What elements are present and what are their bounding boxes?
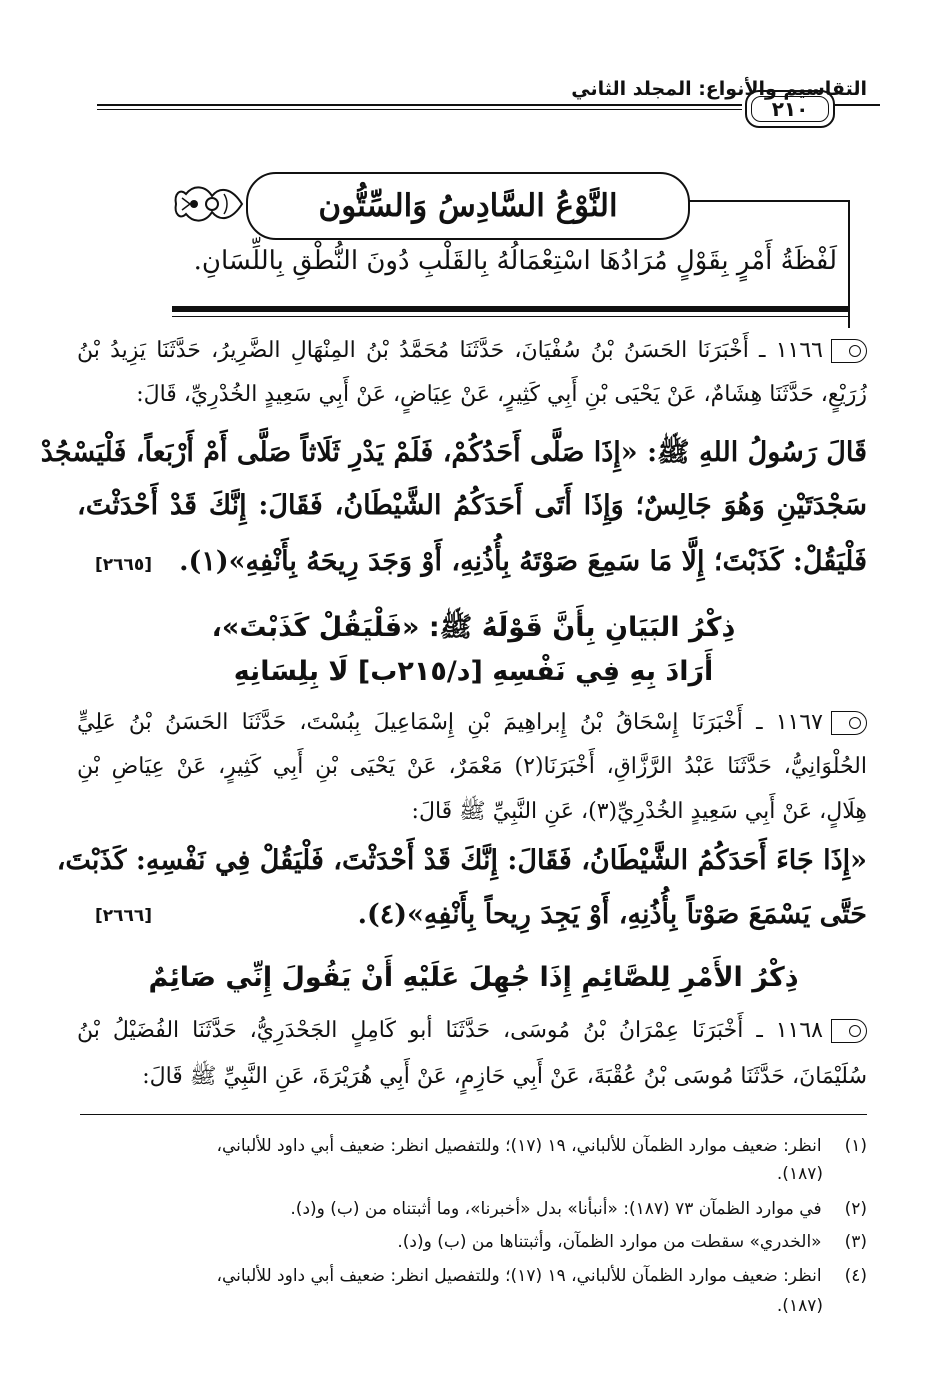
- footnote-number: (١): [844, 1136, 867, 1156]
- hadith-marker-icon: [831, 711, 867, 735]
- hadith-1168-narration: [77, 1018, 867, 1043]
- floral-ornament-icon: [172, 178, 246, 230]
- footnote-divider: [80, 1114, 867, 1115]
- hadith-reference: [٢٦٦٥]: [95, 555, 153, 575]
- page-number: ٢١٠: [771, 97, 809, 121]
- narration-line: زُرَيْعٍ، حَدَّثَنَا هِشَامٌ، عَنْ يَحْيَى بْنِ أَبِي كَثِيرٍ، عَنْ عِيَاضٍ، عَنْ أَبِي سَعِيدٍ الخُدْرِيِّ، قَالَ:: [136, 382, 867, 407]
- hadith-text-line: «إِذَا جَاءَ أَحَدَكُمُ الشَّيْطَانُ، فَقَالَ: إِنَّكَ قَدْ أَحْدَثْتَ، فَلْيَقُلْ فِي نَفْسِهِ: كَذَبْتَ،: [56, 845, 867, 876]
- header-rule: [97, 104, 742, 106]
- page-number-frame: [745, 90, 835, 128]
- chapter-divider: [172, 316, 849, 317]
- chapter-subtitle: لَفْظَةُ أَمْرٍ بِقَوْلٍ مُرَادُهَا اسْتِعْمَالُهُ بِالقَلْبِ دُونَ النُّطْقِ بِاللِّسَانِ.: [193, 246, 837, 276]
- chapter-title-frame: [246, 172, 690, 240]
- hadith-marker-icon: [831, 339, 867, 363]
- section-heading: أَرَادَ بِهِ فِي نَفْسِهِ [د/٢١٥ب] لَا بِلِسَانِهِ: [233, 656, 714, 687]
- footnote-2: [80, 1199, 867, 1219]
- footnote-number: (٤): [844, 1266, 867, 1286]
- narration-line: ١١٦٦ ـ أَخْبَرَنَا الحَسَنُ بْنُ سُفْيَانَ، حَدَّثَنَا مُحَمَّدُ بْنُ المِنْهَالِ الضَّرِيرُ، حَدَّثَنَا يَزِيدُ بْنُ: [77, 338, 823, 363]
- narration-line: الحُلْوَانِيُّ، حَدَّثَنَا عَبْدُ الرَّزَّاقِ، أَخْبَرَنَا(٢) مَعْمَرٌ، عَنْ يَحْيَى بْنِ أَبِي كَثِيرٍ، عَنْ عِيَاضِ بْنِ: [77, 754, 868, 779]
- header-rule: [835, 104, 880, 106]
- footnote-text: في موارد الظمآن ٧٣ (١٨٧): «أنبأنا» بدل «أخبرنا»، وما أثبتناه من (ب) و(د).: [290, 1199, 822, 1219]
- narration-line: سُلَيْمَانَ، حَدَّثَنَا مُوسَى بْنُ عُقْبَةَ، عَنْ أَبِي حَازِمٍ، عَنْ أَبِي هُرَيْرَةَ، عَنِ النَّبِيِّ ﷺ قَالَ:: [142, 1064, 867, 1089]
- footnote-text: انظر: ضعيف موارد الظمآن للألباني، ١٩ (١٧)؛ وللتفصيل انظر: ضعيف أبي داود للألباني،: [216, 1136, 822, 1156]
- hadith-reference: [٢٦٦٦]: [95, 906, 153, 926]
- footnote-3: [80, 1232, 867, 1252]
- chapter-frame-rule: [686, 200, 848, 202]
- footnote-continuation: (١٨٧).: [776, 1296, 823, 1316]
- header-rule: [97, 109, 742, 110]
- hadith-text-line: سَجْدَتَيْنِ وَهُوَ جَالِسٌ؛ وَإِذَا أَتَى أَحَدَكُمُ الشَّيْطَانُ، فَقَالَ: إِنَّكَ قَدْ أَحْدَثْتَ،: [77, 490, 867, 521]
- section-heading: ذِكْرُ الأَمْرِ لِلصَّائِمِ إِذَا جُهِلَ عَلَيْهِ أَنْ يَقُولَ إِنِّي صَائِمٌ: [148, 962, 799, 993]
- hadith-text-line: قَالَ رَسُولُ اللهِ ﷺ: «إِذَا صَلَّى أَحَدُكُمْ، فَلَمْ يَدْرِ ثَلَاثاً صَلَّى أَمْ أَرْبَعاً، فَلْيَسْجُدْ: [40, 437, 867, 468]
- narration-line: ١١٦٧ ـ أَخْبَرَنَا إِسْحَاقُ بْنُ إِبراهِيمَ بْنِ إِسْمَاعِيلَ بِبُسْتَ، حَدَّثَنَا الحَسَنُ بْنُ عَلِيٍّ: [77, 710, 823, 735]
- footnote-1: [80, 1136, 867, 1156]
- narration-line: هِلَالٍ، عَنْ أَبِي سَعِيدٍ الخُدْرِيِّ(٣)، عَنِ النَّبِيِّ ﷺ قَالَ:: [411, 799, 867, 824]
- footnote-number: (٣): [844, 1232, 867, 1252]
- footnote-text: انظر: ضعيف موارد الظمآن للألباني، ١٩ (١٧)؛ وللتفصيل انظر: ضعيف أبي داود للألباني،: [216, 1266, 822, 1286]
- footnote-text: «الخدري» سقطت من موارد الظمآن، وأثبتناها من (ب) و(د).: [397, 1232, 822, 1252]
- hadith-text-line: حَتَّى يَسْمَعَ صَوْتاً بِأُذُنِهِ، أَوْ يَجِدَ رِيحاً بِأَنْفِهِ»(٤).: [357, 899, 867, 930]
- narration-line: ١١٦٨ ـ أَخْبَرَنَا عِمْرَانُ بْنُ مُوسَى، حَدَّثَنَا أبو كَامِلٍ الجَحْدَرِيُّ، حَدَّثَنَا الفُضَيْلُ بْنُ: [77, 1018, 823, 1043]
- hadith-1166-narration: [77, 338, 867, 363]
- hadith-marker-icon: [831, 1019, 867, 1043]
- hadith-1167-narration: [77, 710, 867, 735]
- hadith-text-line: فَلْيَقُلْ: كَذَبْتَ؛ إِلَّا مَا سَمِعَ صَوْتَهُ بِأُذُنِهِ، أَوْ وَجَدَ رِيحَهُ بِأَنْفِهِ»(١).: [179, 546, 867, 577]
- running-title: التقاسيم والأنواع: المجلد الثاني: [571, 78, 867, 100]
- footnote-number: (٢): [844, 1199, 867, 1219]
- section-heading: ذِكْرُ البَيَانِ بِأَنَّ قَوْلَهُ ﷺ: «فَلْيَقُلْ كَذَبْتَ»،: [211, 612, 736, 643]
- chapter-divider: [172, 306, 849, 312]
- chapter-title: النَّوْعُ السَّادِسُ وَالسِّتُّون: [318, 188, 618, 224]
- footnote-4: [80, 1266, 867, 1286]
- footnote-continuation: (١٨٧).: [776, 1164, 823, 1184]
